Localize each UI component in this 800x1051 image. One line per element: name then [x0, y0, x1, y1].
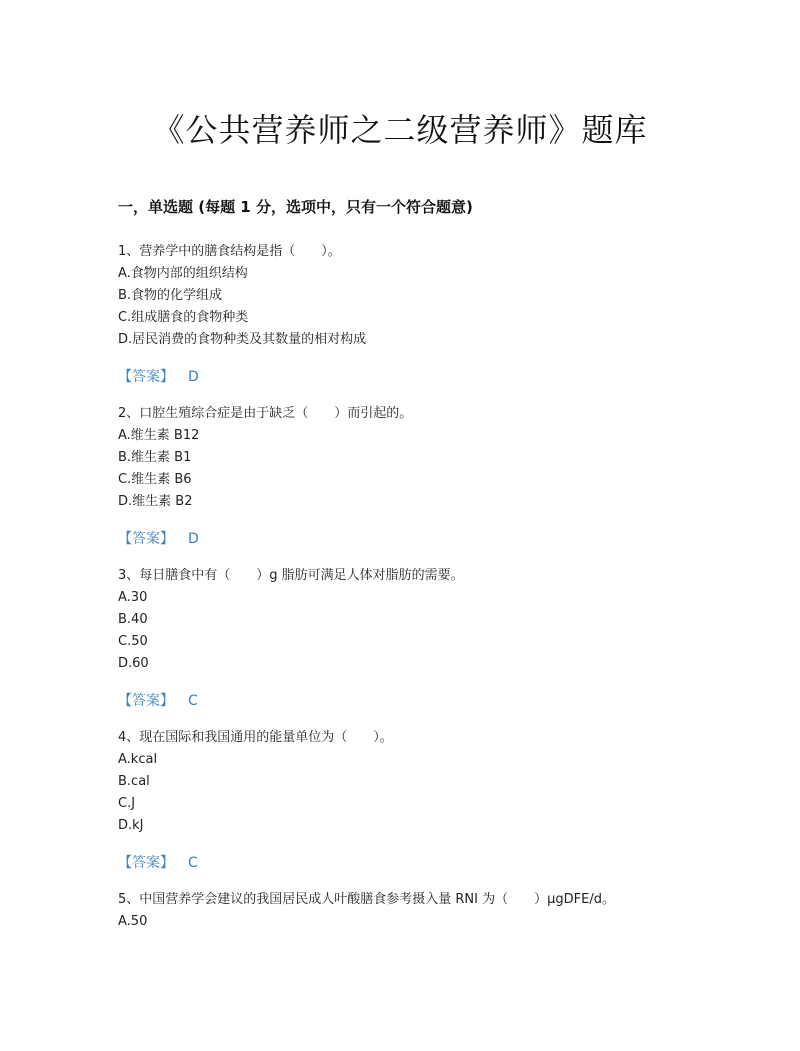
- answer-value: C: [188, 693, 198, 709]
- option-c: C.50: [118, 634, 148, 649]
- question-item: [118, 241, 718, 403]
- option-a: A.kcal: [118, 752, 158, 767]
- answer-value: D: [188, 369, 199, 385]
- answer-label: 【答案】: [118, 693, 174, 709]
- option-a: A.50: [118, 914, 148, 929]
- option-b: B.40: [118, 612, 148, 627]
- option-d: D.60: [118, 656, 149, 671]
- answer-label: 【答案】: [118, 531, 174, 547]
- question-list: [118, 241, 718, 1051]
- option-c: C.J: [118, 796, 136, 811]
- answer-value: D: [188, 531, 199, 547]
- question-stem: 2、口腔生殖综合症是由于缺乏（ ）而引起的。: [118, 406, 413, 421]
- answer-label: 【答案】: [118, 855, 174, 871]
- question-item: [118, 403, 718, 565]
- option-b: B.cal: [118, 774, 150, 789]
- answer-row: [118, 852, 718, 874]
- section-heading: 一，单选题 (每题 1 分，选项中，只有一个符合题意): [118, 198, 473, 216]
- option-d: D.kJ: [118, 818, 144, 833]
- question-stem: 3、每日膳食中有（ ）g 脂肪可满足人体对脂肪的需要。: [118, 568, 464, 583]
- page-title: 《公共营养师之二级营养师》题库: [152, 111, 648, 149]
- question-stem: 5、中国营养学会建议的我国居民成人叶酸膳食参考摄入量 RNI 为（ ）μgDFE/d。: [118, 892, 615, 907]
- answer-label: 【答案】: [118, 369, 174, 385]
- answer-row: [118, 690, 718, 712]
- question-stem: 4、现在国际和我国通用的能量单位为（ ）。: [118, 730, 393, 745]
- question-stem: 1、营养学中的膳食结构是指（ ）。: [118, 244, 341, 259]
- question-item: [118, 727, 718, 889]
- option-c: C.组成膳食的食物种类: [118, 310, 249, 325]
- option-a: A.维生素 B12: [118, 428, 200, 443]
- option-a: A.食物内部的组织结构: [118, 266, 248, 281]
- question-item: [118, 565, 718, 727]
- option-b: B.食物的化学组成: [118, 288, 223, 303]
- option-c: C.维生素 B6: [118, 472, 192, 487]
- answer-row: [118, 366, 718, 388]
- answer-row: [118, 528, 718, 550]
- option-a: A.30: [118, 590, 148, 605]
- option-b: B.维生素 B1: [118, 450, 192, 465]
- option-d: D.维生素 B2: [118, 494, 193, 509]
- option-d: D.居民消费的食物种类及其数量的相对构成: [118, 332, 367, 347]
- answer-value: C: [188, 855, 198, 871]
- question-item: [118, 889, 718, 1051]
